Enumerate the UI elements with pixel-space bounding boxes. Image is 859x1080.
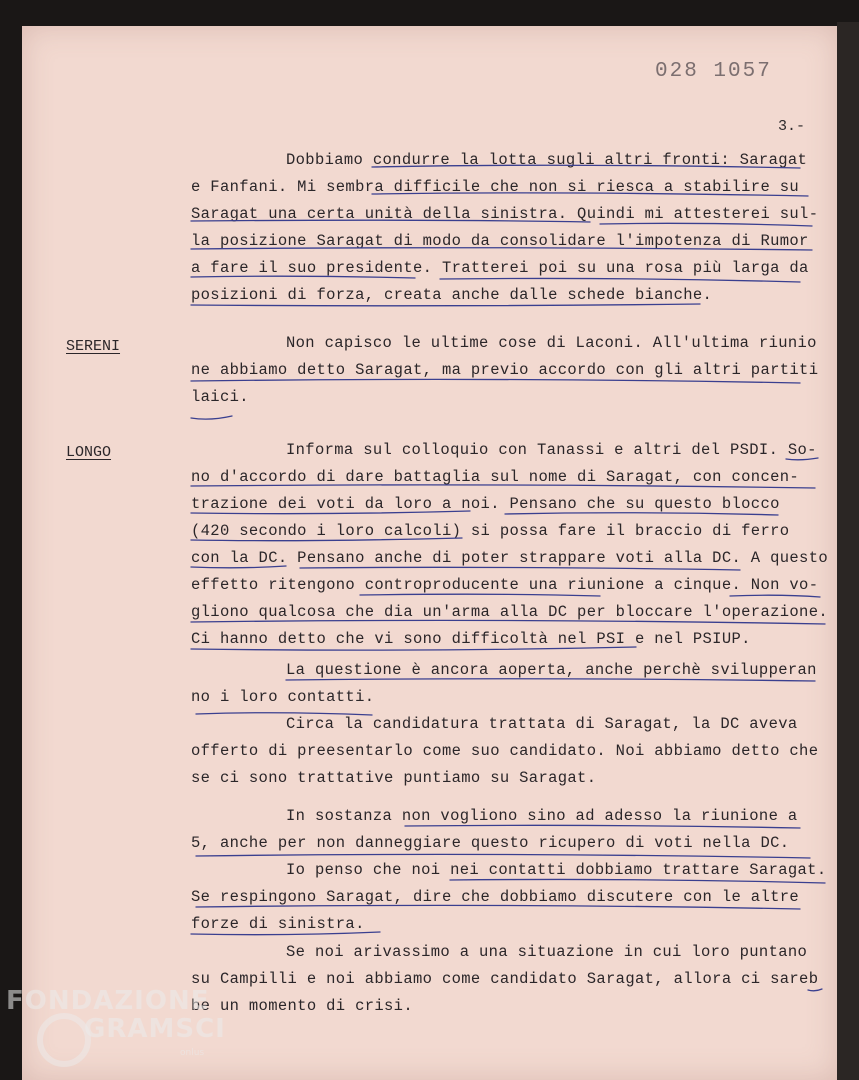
text-line: Se noi arivassimo a una situazione in cui loro puntano: [286, 943, 808, 961]
text-line: la posizione Saragat di modo da consolidare l'impotenza di Rumor: [191, 232, 809, 250]
text-line: ne abbiamo detto Saragat, ma previo accordo con gli altri partiti: [191, 361, 819, 379]
text-line: Saragat una certa unità della sinistra. Quindi mi attesterei sul-: [191, 205, 819, 223]
text-line: trazione dei voti da loro a noi. Pensano che su questo blocco: [191, 495, 780, 513]
watermark-small: onlus: [180, 1048, 205, 1058]
text-line: Dobbiamo condurre la lotta sugli altri fronti: Saragat: [286, 151, 808, 169]
text-line: su Campilli e noi abbiamo come candidato Saragat, allora ci sareb: [191, 970, 819, 988]
text-line: forze di sinistra.: [191, 915, 365, 933]
text-line: Non capisco le ultime cose di Laconi. All'ultima riunio: [286, 334, 817, 352]
text-line: con la DC. Pensano anche di poter strappare voti alla DC. A questo: [191, 549, 828, 567]
watermark-line1: FONDAZIONE: [6, 986, 210, 1016]
text-line: Se respingono Saragat, dire che dobbiamo discutere con le altre: [191, 888, 800, 906]
text-line: In sostanza non vogliono sino ad adesso la riunione a: [286, 807, 798, 825]
text-line: offerto di preesentarlo come suo candidato. Noi abbiamo detto che: [191, 742, 819, 760]
text-line: La questione è ancora aoperta, anche perchè svilupperan: [286, 661, 817, 679]
text-line: laici.: [191, 388, 249, 406]
text-line: e Fanfani. Mi sembra difficile che non si riesca a stabilire su: [191, 178, 800, 196]
text-line: a fare il suo presidente. Tratterei poi su una rosa più larga da: [191, 259, 809, 277]
text-line: no d'accordo di dare battaglia sul nome di Saragat, con concen-: [191, 468, 800, 486]
text-line: se ci sono trattative puntiamo su Saragat.: [191, 769, 597, 787]
fondazione-gramsci-watermark: [6, 986, 226, 1080]
text-line: be un momento di crisi.: [191, 997, 413, 1015]
text-line: 5, anche per non danneggiare questo ricupero di voti nella DC.: [191, 834, 790, 852]
text-line: Circa la candidatura trattata di Saragat, la DC aveva: [286, 715, 798, 733]
text-line: Informa sul colloquio con Tanassi e altri del PSDI. So-: [286, 441, 817, 459]
text-line: Ci hanno detto che vi sono difficoltà nel PSI e nel PSIUP.: [191, 630, 751, 648]
text-line: effetto ritengono controproducente una riunione a cinque. Non vo-: [191, 576, 819, 594]
text-line: (420 secondo i loro calcoli) si possa fare il braccio di ferro: [191, 522, 790, 540]
archive-number: 028 1057: [655, 60, 772, 83]
text-line: Io penso che noi nei contatti dobbiamo trattare Saragat.: [286, 861, 827, 879]
page-number: 3.-: [778, 118, 806, 135]
speaker-sereni: SERENI: [66, 338, 121, 355]
speaker-longo: LONGO: [66, 444, 112, 461]
text-line: no i loro contatti.: [191, 688, 375, 706]
text-line: gliono qualcosa che dia un'arma alla DC per bloccare l'operazione.: [191, 603, 828, 621]
text-line: posizioni di forza, creata anche dalle schede bianche.: [191, 286, 713, 304]
watermark-line2: GRAMSCI: [84, 1014, 226, 1044]
scan-edge: [837, 22, 859, 1080]
